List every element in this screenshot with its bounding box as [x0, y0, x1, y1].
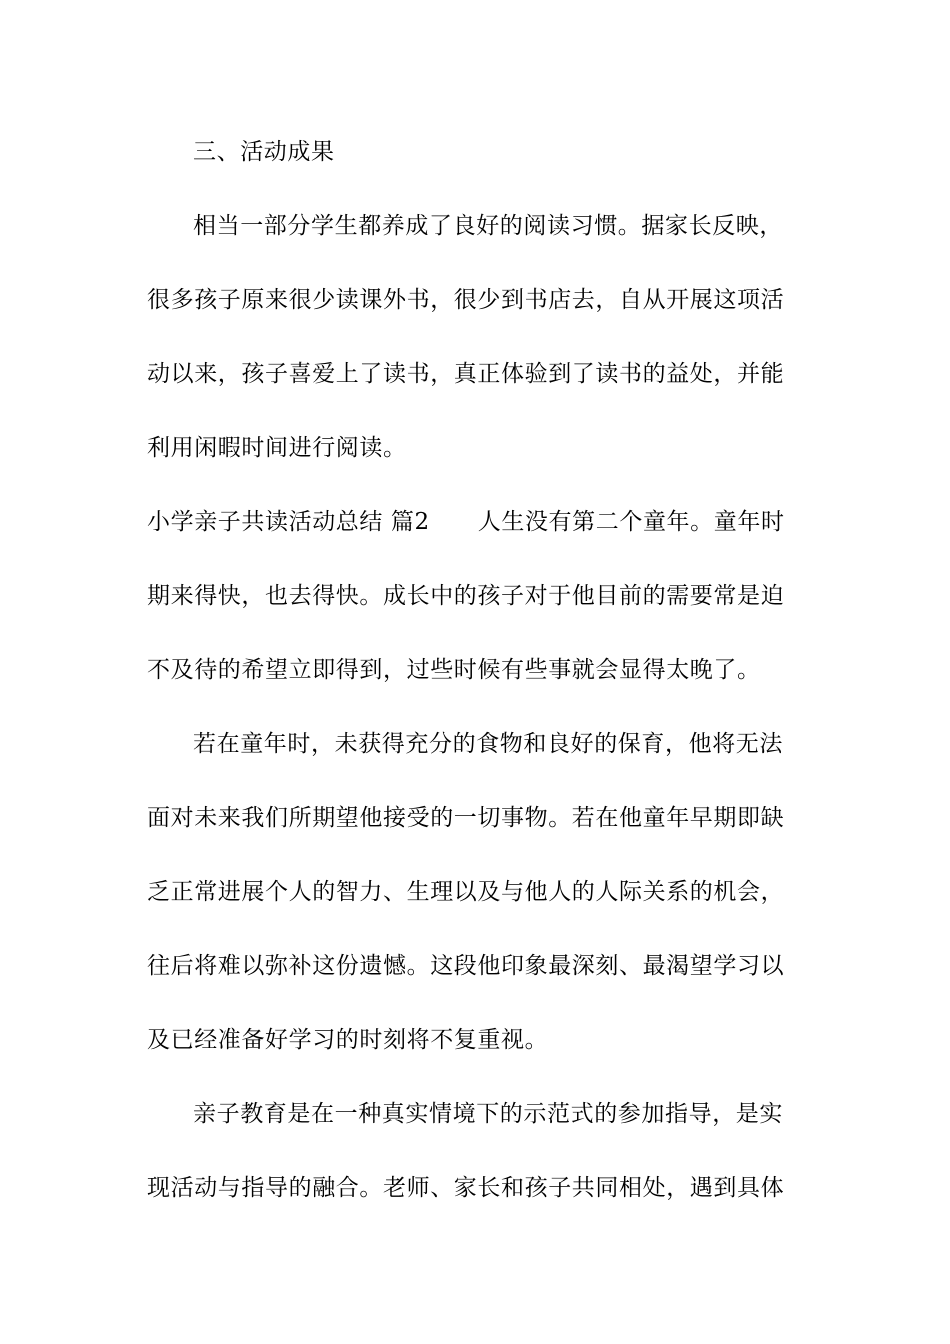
- paragraph-line: 乏正常进展个人的智力、生理以及与他人的人际关系的机会，: [147, 879, 785, 905]
- paragraph-line: 期来得快，也去得快。成长中的孩子对于他目前的需要常是迫: [147, 583, 785, 609]
- paragraph-text: 人生没有第二个童年。童年时: [477, 509, 785, 535]
- paragraph-line: 相当一部分学生都养成了良好的阅读习惯。据家长反映，: [193, 213, 783, 239]
- paragraph-line: 往后将难以弥补这份遗憾。这段他印象最深刻、最渴望学习以: [147, 953, 785, 979]
- section-heading: 三、活动成果: [193, 139, 335, 165]
- paragraph-line: 很多孩子原来很少读课外书，很少到书店去，自从开展这项活: [147, 287, 785, 313]
- article-title-line: [147, 507, 807, 537]
- paragraph-line: 亲子教育是在一种真实情境下的示范式的参加指导，是实: [193, 1101, 783, 1127]
- paragraph-line: 不及待的希望立即得到，过些时候有些事就会显得太晚了。: [147, 657, 761, 683]
- paragraph-line: 动以来，孩子喜爱上了读书，真正体验到了读书的益处，并能: [147, 361, 785, 387]
- paragraph-line: 面对未来我们所期望他接受的一切事物。若在他童年早期即缺: [147, 805, 785, 831]
- paragraph-line: 若在童年时，未获得充分的食物和良好的保育，他将无法: [193, 731, 783, 757]
- article-title: 小学亲子共读活动总结 篇2: [147, 509, 430, 535]
- paragraph-line: 现活动与指导的融合。老师、家长和孩子共同相处，遇到具体: [147, 1175, 785, 1201]
- paragraph-line: 利用闲暇时间进行阅读。: [147, 435, 407, 461]
- paragraph-line: 及已经准备好学习的时刻将不复重视。: [147, 1027, 549, 1053]
